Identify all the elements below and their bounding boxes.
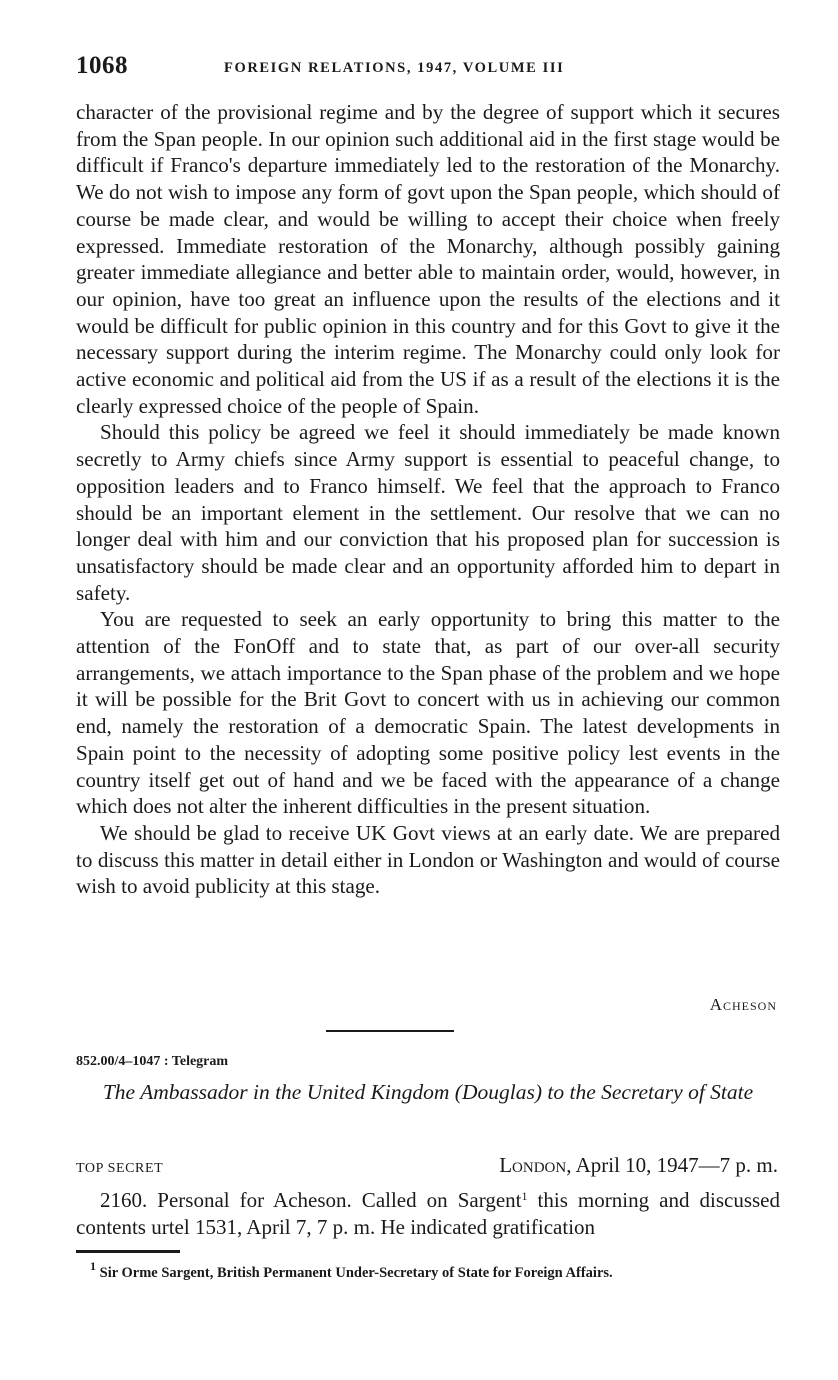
running-head: FOREIGN RELATIONS, 1947, VOLUME III — [224, 60, 565, 76]
telegram-opening — [76, 1187, 780, 1241]
dateline-place: London — [499, 1153, 567, 1177]
document-title: The Ambassador in the United Kingdom (Douglas) to the Secretary of State — [102, 1080, 754, 1104]
classification-label: TOP SECRET — [76, 1161, 164, 1176]
telegram-body — [76, 99, 780, 900]
page-header — [76, 52, 776, 86]
dateline — [499, 1153, 778, 1178]
opening-text-continued: this morning and discussed contents urtel 1531, April 7, 7 p. m. He indicated gratification — [76, 1188, 780, 1239]
footnote-text: Sir Orme Sargent, British Permanent Under-Secretary of State for Foreign Affairs. — [96, 1265, 613, 1281]
body-paragraph: character of the provisional regime and by the degree of support which it secures from the Span people. In our opinion such additional aid in the first stage would be difficult if Franco's departure immediately led to the restoration of the Monarchy. We do not wish to impose any form of govt upon the Span people, which should of course be made clear, and would be willing to accept their choice when freely expressed. Immediate restoration of the Monarchy, although possibly gaining greater immediate allegiance and better able to maintain order, would, however, in our opinion, have too great an influence upon the results of the elections and it would be difficult for public opinion in this country and for this Govt to give it the necessary support during the interim regime. The Monarchy could only look for active economic and political aid from the US if as a result of the elections it is the clearly expressed choice of the people of Spain. — [76, 100, 780, 418]
footnote — [76, 1259, 780, 1282]
dateline-date: , April 10, 1947—7 p. m. — [566, 1153, 778, 1177]
page-number: 1068 — [76, 52, 128, 79]
opening-text: 2160. Personal for Acheson. Called on Sargent — [100, 1188, 522, 1212]
opening-paragraph — [76, 1187, 780, 1241]
body-paragraph: We should be glad to receive UK Govt views at an early date. We are prepared to discuss this matter in detail either in London or Washington and would of course wish to avoid publicity at this stage. — [76, 820, 780, 899]
signature: Acheson — [709, 995, 777, 1014]
footnote-reference[interactable]: 1 — [521, 1189, 528, 1203]
section-divider — [326, 1030, 454, 1032]
body-paragraph: You are requested to seek an early opportunity to bring this matter to the attention of the FonOff and to state that, as part of our over-all security arrangements, we attach importance to the Span phase of the problem and we hope it will be possible for the Brit Govt to concert with us in achieving our common end, namely the restoration of a democratic Spain. The latest developments in Spain point to the necessity of adopting some positive policy lest events in the country itself get out of hand and we be faced with the appearance of a change which does not alter the inherent difficulties in the present situation. — [76, 607, 780, 819]
file-reference: 852.00/4–1047 : Telegram — [76, 1054, 229, 1069]
body-paragraph: Should this policy be agreed we feel it should immediately be made known secretly to Army chiefs since Army support is essential to peaceful change, to opposition leaders and to Franco himself. We feel that the approach to Franco should be an important element in the settlement. Our resolve that we can no longer deal with him and our conviction that his proposed plan for succession is unsatisfactory should be made clear and an opportunity afforded him to depart in safety. — [76, 420, 780, 605]
footnote-rule — [76, 1250, 180, 1253]
footnote-marker: 1 — [90, 1259, 96, 1273]
